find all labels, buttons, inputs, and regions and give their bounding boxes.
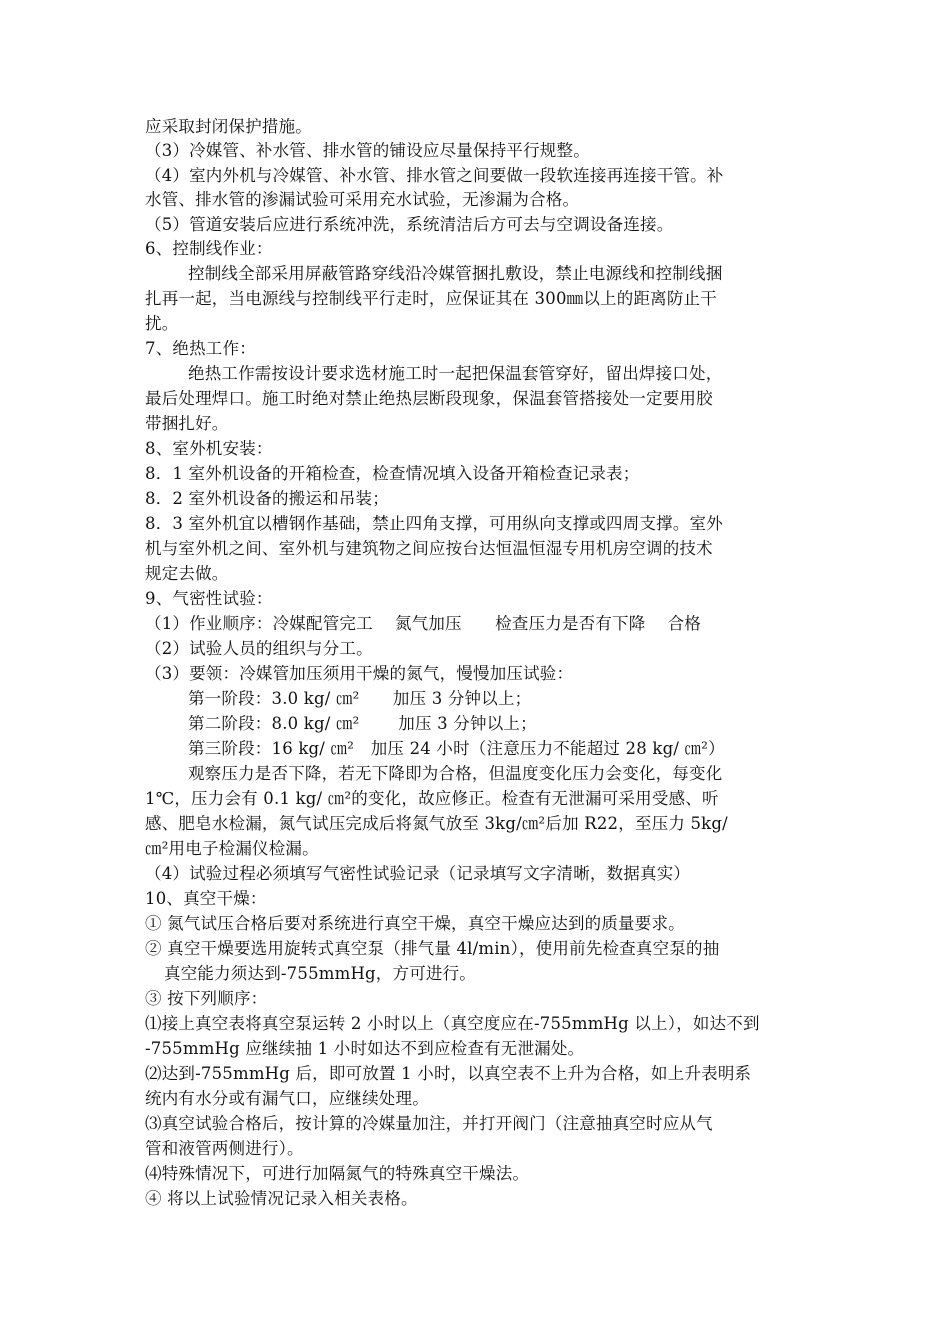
- text-line: ③ 按下列顺序：: [145, 989, 268, 1008]
- text-line: 真空能力须达到-755mmHg，方可进行。: [164, 964, 477, 983]
- text-line: ⑶真空试验合格后，按计算的冷媒量加注，并打开阀门（注意抽真空时应从气: [145, 1114, 713, 1133]
- text-line: 绝热工作需按设计要求选材施工时一起把保温套管穿好，留出焊接口处，: [188, 364, 723, 383]
- text-line: ① 氮气试压合格后要对系统进行真空干燥，真空干燥应达到的质量要求。: [145, 914, 685, 933]
- text-line: 观察压力是否下降，若无下降即为合格，但温度变化压力会变化，每变化: [188, 764, 723, 783]
- text-line: （3）要领：冷媒管加压须用干燥的氮气，慢慢加压试验：: [145, 664, 574, 683]
- text-line: 8．3 室外机宜以槽钢作基础，禁止四角支撑，可用纵向支撑或四周支撑。室外: [145, 514, 723, 533]
- text-line: 最后处理焊口。施工时绝对禁止绝热层断段现象，保温套管搭接处一定要用胶: [145, 389, 713, 408]
- text-line: （1）作业顺序：冷媒配管完工 氮气加压 检查压力是否有下降 合格: [145, 614, 701, 633]
- text-line: ⑷特殊情况下，可进行加隔氮气的特殊真空干燥法。: [145, 1164, 530, 1183]
- section-heading: 6、控制线作业：: [145, 239, 273, 258]
- text-line: 第三阶段：16 kg/ ㎝² 加压 24 小时（注意压力不能超过 28 kg/ ㎝²）: [188, 739, 725, 758]
- text-line: 1℃，压力会有 0.1 kg/ ㎝²的变化，故应修正。检查有无泄漏可采用受感、听: [145, 789, 719, 808]
- text-line: 扰。: [145, 314, 179, 333]
- section-heading: 7、绝热工作：: [145, 339, 256, 358]
- text-line: 机与室外机之间、室外机与建筑物之间应按台达恒温恒湿专用机房空调的技术: [145, 539, 713, 558]
- text-line: 扎再一起，当电源线与控制线平行走时，应保证其在 300㎜以上的距离防止干: [145, 289, 717, 308]
- text-line: 统内有水分或有漏气口，应继续处理。: [145, 1089, 429, 1108]
- section-heading: 10、真空干燥：: [145, 889, 267, 908]
- text-line: 感、肥皂水检漏，氮气试压完成后将氮气放至 3kg/㎝²后加 R22，至压力 5kg/: [145, 814, 728, 833]
- text-line: 管和液管两侧进行）。: [145, 1139, 304, 1158]
- text-line: 规定去做。: [145, 564, 229, 583]
- text-line: （4）试验过程必须填写气密性试验记录（记录填写文字清晰，数据真实）: [145, 864, 691, 883]
- text-line: -755mmHg 应继续抽 1 小时如达不到应检查有无泄漏处。: [145, 1039, 585, 1058]
- text-line: 水管、排水管的渗漏试验可采用充水试验，无渗漏为合格。: [145, 190, 580, 209]
- text-line: 控制线全部采用屏蔽管路穿线沿冷媒管捆扎敷设，禁止电源线和控制线捆: [188, 264, 723, 283]
- section-heading: 8、室外机安装：: [145, 439, 273, 458]
- text-line: （5）管道安装后应进行系统冲洗，系统清洁后方可去与空调设备连接。: [145, 215, 674, 234]
- text-line: 带捆扎好。: [145, 414, 229, 433]
- text-line: 应采取封闭保护措施。: [145, 117, 312, 136]
- text-line: （2）试验人员的组织与分工。: [145, 639, 373, 658]
- text-line: ② 真空干燥要选用旋转式真空泵（排气量 4l/min），使用前先检查真空泵的抽: [145, 939, 720, 958]
- text-line: 第一阶段：3.0 kg/ ㎝² 加压 3 分钟以上；: [188, 689, 532, 708]
- section-heading: 9、气密性试验：: [145, 589, 273, 608]
- text-line: ㎝²用电子检漏仪检漏。: [145, 839, 319, 858]
- text-line: （4）室内外机与冷媒管、补水管、排水管之间要做一段软连接再连接干管。补: [145, 166, 724, 185]
- text-line: 8．1 室外机设备的开箱检查，检查情况填入设备开箱检查记录表；: [145, 464, 640, 483]
- text-line: ⑴接上真空表将真空泵运转 2 小时以上（真空度应在-755mmHg 以上），如达不到: [145, 1014, 760, 1033]
- text-line: ⑵达到-755mmHg 后，即可放置 1 小时，以真空表不上升为合格，如上升表明系: [145, 1064, 752, 1083]
- text-line: 8．2 室外机设备的搬运和吊装；: [145, 489, 389, 508]
- text-line: 第二阶段：8.0 kg/ ㎝² 加压 3 分钟以上；: [188, 714, 537, 733]
- text-line: （3）冷媒管、补水管、排水管的铺设应尽量保持平行规整。: [145, 141, 590, 160]
- text-line: ④ 将以上试验情况记录入相关表格。: [145, 1189, 418, 1208]
